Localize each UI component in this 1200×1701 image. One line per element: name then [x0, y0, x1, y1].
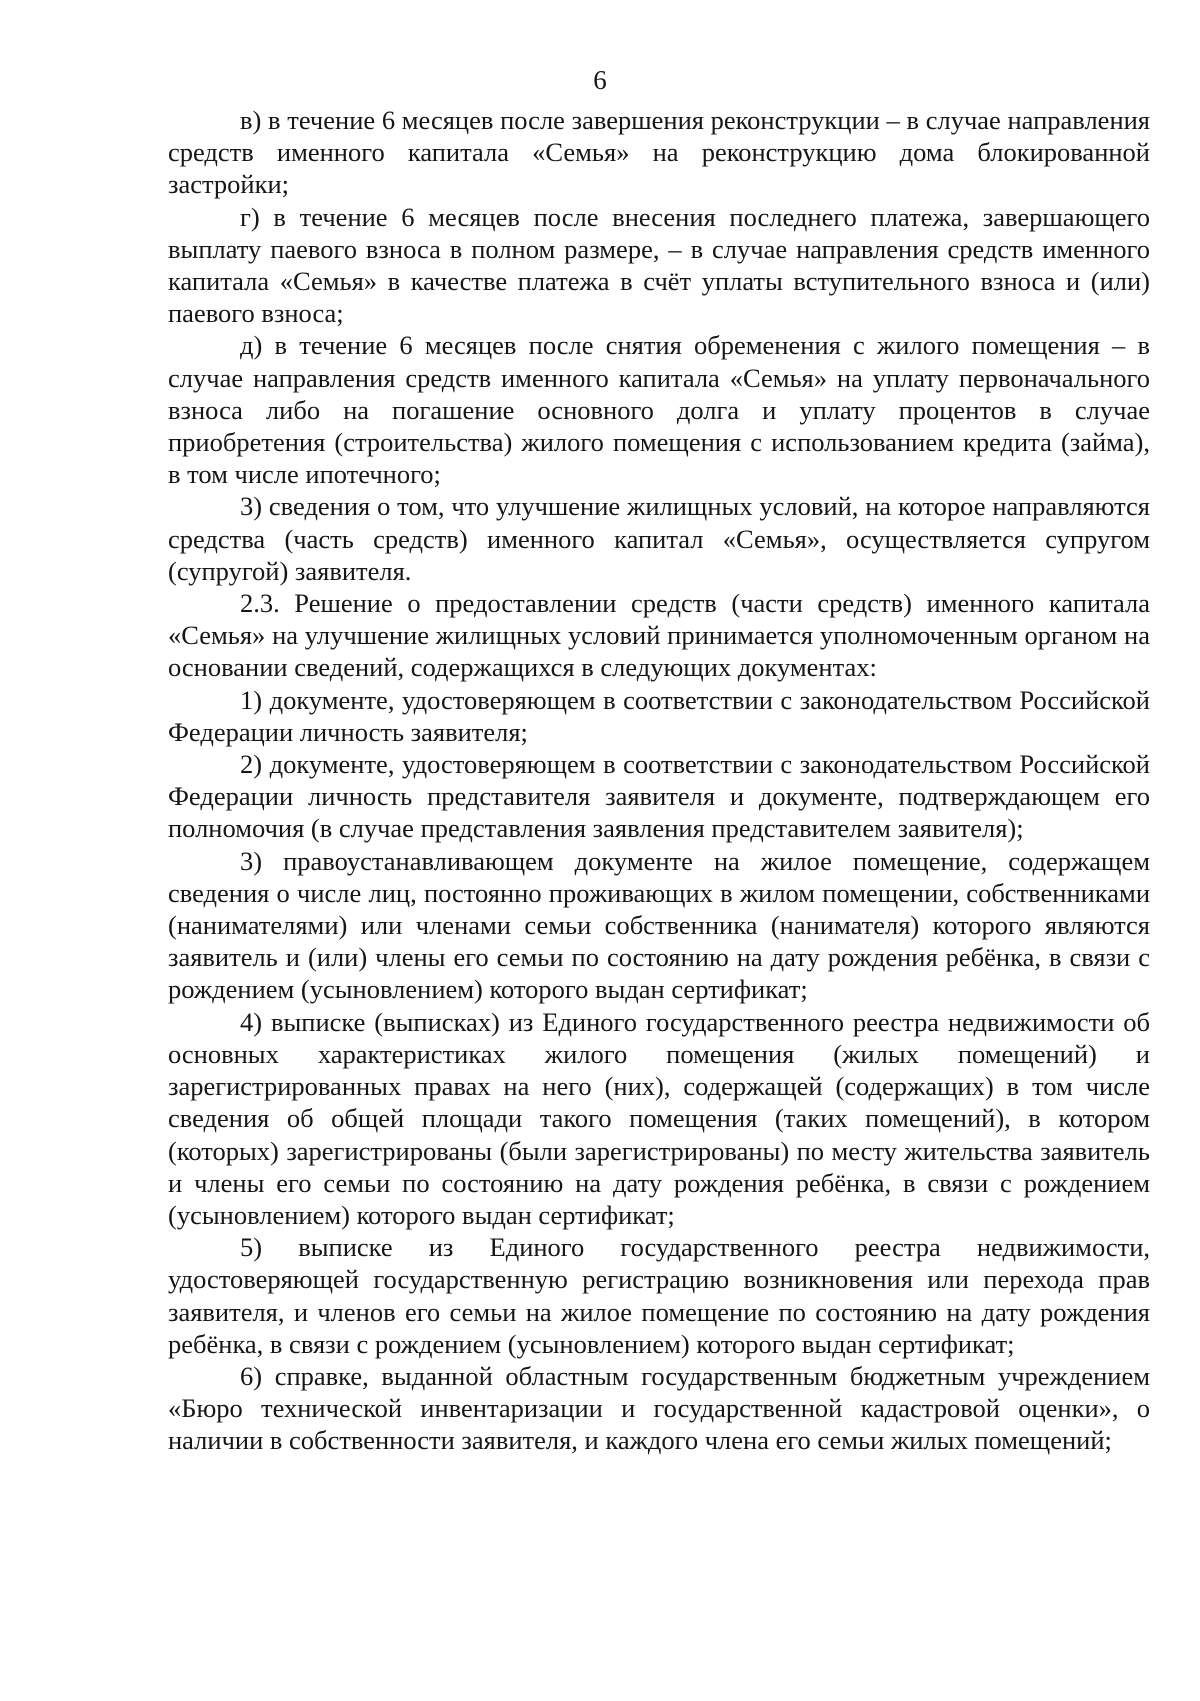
paragraph-doc-1: 1) документе, удостоверяющем в соответствии с законодательством Российской Федерации личность заявителя;	[168, 684, 1150, 747]
paragraph-d: д) в течение 6 месяцев после снятия обременения с жилого помещения – в случае направления средств именного капитала «Семья» на уплату первоначального взноса либо на погашение основного долга и уплату процентов в случае приобретения (строительства) жилого помещения с использованием кредита (займа), в том числе ипотечного;	[168, 330, 1150, 490]
paragraph-doc-2: 2) документе, удостоверяющем в соответствии с законодательством Российской Федерации личность представителя заявителя и документе, подтверждающем его полномочия (в случае представления заявления представителем заявителя);	[168, 749, 1150, 844]
paragraph-section-2-3: 2.3. Решение о предоставлении средств (части средств) именного капитала «Семья» на улучшение жилищных условий принимается уполномоченным органом на основании сведений, содержащихся в следующих документах:	[168, 588, 1150, 683]
paragraph-g: г) в течение 6 месяцев после внесения последнего платежа, завершающего выплату паевого взноса в полном размере, – в случае направления средств именного капитала «Семья» в качестве платежа в счёт уплаты вступительного взноса и (или) паевого взноса;	[168, 201, 1150, 329]
paragraph-item-3-spouse: 3) сведения о том, что улучшение жилищных условий, на которое направляются средства (часть средств) именного капитал «Семья», осуществляется супругом (супругой) заявителя.	[168, 491, 1150, 586]
page-number: 6	[593, 65, 607, 95]
paragraph-doc-4: 4) выписке (выписках) из Единого государственного реестра недвижимости об основных характеристиках жилого помещения (жилых помещений) и зарегистрированных правах на него (них), содержащей (содержащих) в том числе сведения об общей площади такого помещения (таких помещений), в котором (которых) зарегистрированы (были зарегистрированы) по месту жительства заявитель и члены его семьи по состоянию на дату рождения ребёнка, в связи с рождением (усыновлением) которого выдан сертификат;	[168, 1006, 1150, 1230]
document-body	[168, 104, 1150, 1457]
paragraph-doc-6: 6) справке, выданной областным государственным бюджетным учреждением «Бюро технической инвентаризации и государственной кадастровой оценки», о наличии в собственности заявителя, и каждого члена его семьи жилых помещений;	[168, 1360, 1150, 1456]
paragraph-v: в) в течение 6 месяцев после завершения реконструкции – в случае направления средств именного капитала «Семья» на реконструкцию дома блокированной застройки;	[168, 105, 1150, 200]
paragraph-doc-3: 3) правоустанавливающем документе на жилое помещение, содержащем сведения о числе лиц, постоянно проживающих в жилом помещении, собственниками (нанимателями) или членами семьи собственника (нанимателя) которого являются заявитель и (или) члены его семьи по состоянию на дату рождения ребёнка, в связи с рождением (усыновлением) которого выдан сертификат;	[168, 845, 1150, 1005]
paragraph-doc-5: 5) выписке из Единого государственного реестра недвижимости, удостоверяющей государственную регистрацию возникновения или перехода прав заявителя, и членов его семьи на жилое помещение по состоянию на дату рождения ребёнка, в связи с рождением (усыновлением) которого выдан сертификат;	[168, 1232, 1150, 1359]
